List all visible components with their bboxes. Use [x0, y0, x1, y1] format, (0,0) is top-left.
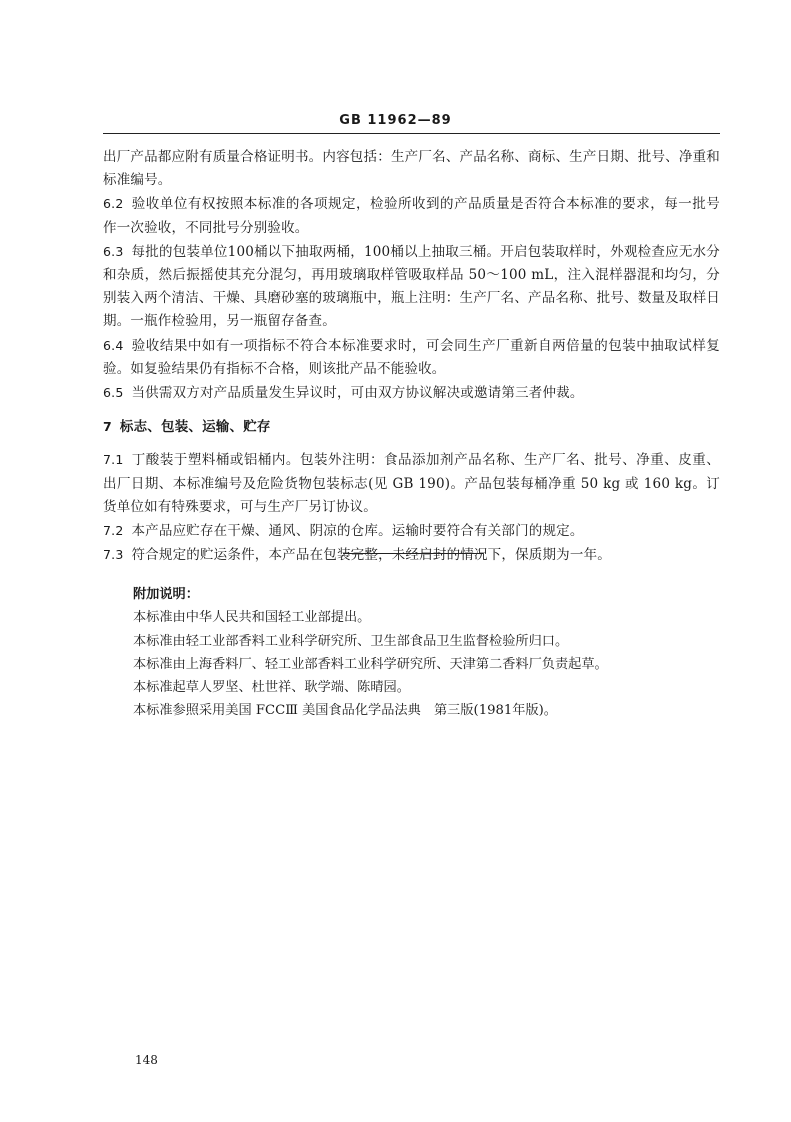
notes-line: 本标准由中华人民共和国轻工业部提出。 [133, 610, 371, 626]
paragraph-text: 出厂产品都应附有质量合格证明书。内容包括：生产厂名、产品名称、商标、生产日期、批号、净重和标准编号。 [103, 149, 720, 189]
paragraph-text: 验收单位有权按照本标准的各项规定，检验所收到的产品质量是否符合本标准的要求，每一批号作一次验收，不同批号分别验收。 [103, 196, 720, 236]
clause-number: 6.5 [103, 385, 124, 401]
paragraph-text: 验收结果中如有一项指标不符合本标准要求时，可会同生产厂重新自两倍量的包装中抽取试样复验。如复验结果仍有指标不合格，则该批产品不能验收。 [103, 337, 720, 377]
paragraph-6-4 [103, 334, 720, 381]
clause-number: 6.2 [103, 196, 124, 212]
section-7-title [103, 415, 720, 439]
clause-number: 7.2 [103, 523, 124, 539]
notes-line: 本标准参照采用美国 FCCⅢ 美国食品化学品法典 第三版(1981年版)。 [133, 703, 557, 719]
paragraph-7-1 [103, 448, 720, 519]
notes-line: 本标准起草人罗坚、杜世祥、耿学端、陈晴园。 [133, 680, 410, 696]
notes-line: 本标准由轻工业部香料工业科学研究所、卫生部食品卫生监督检验所归口。 [133, 633, 569, 649]
paragraph-text: 每批的包装单位100桶以下抽取两桶，100桶以上抽取三桶。开启包装取样时，外观检查应无水分和杂质，然后振摇使其充分混匀，再用玻璃取样管吸取样品 50～100 mL，注入混样器混和均匀，分别装入两个清洁、干燥、具磨砂塞的玻璃瓶中，瓶上注明：生产厂名、产品名称、批号、数量及取样日期。一瓶作检验用，另一瓶留存备查。 [103, 243, 720, 330]
paragraph-7-2 [103, 519, 720, 543]
paragraph-6-5 [103, 381, 720, 405]
additional-notes [133, 583, 693, 723]
page-number: 148 [135, 1053, 158, 1067]
section-number: 7 [103, 419, 112, 435]
standard-code-header: GB 11962—89 [339, 113, 452, 128]
paragraph-7-3 [103, 543, 720, 567]
notes-divider [343, 553, 483, 554]
paragraph-text: 本产品应贮存在干燥、通风、阴凉的仓库。运输时要符合有关部门的规定。 [131, 523, 584, 540]
paragraph-6-3 [103, 240, 720, 334]
header-rule [103, 133, 720, 134]
notes-line: 本标准由上海香料厂、轻工业部香料工业科学研究所、天津第二香料厂负责起草。 [133, 656, 608, 672]
document-body [103, 146, 720, 567]
paragraph-6-2 [103, 192, 720, 239]
paragraph-text: 丁酸装于塑料桶或铝桶内。包装外注明：食品添加剂产品名称、生产厂名、批号、净重、皮重、出厂日期、本标准编号及危险货物包装标志(见 GB 190)。产品包装每桶净重 50 kg 或 160 kg。订货单位如有特殊要求，可与生产厂另订协议。 [103, 452, 720, 515]
notes-title: 附加说明： [133, 587, 199, 602]
clause-number: 6.4 [103, 337, 124, 353]
paragraph-6-1-cont [103, 146, 720, 192]
paragraph-text: 符合规定的贮运条件，本产品在包装完整，未经启封的情况下，保质期为一年。 [131, 547, 611, 564]
paragraph-text: 当供需双方对产品质量发生异议时，可由双方协议解决或邀请第三者仲裁。 [131, 385, 584, 402]
clause-number: 7.3 [103, 547, 124, 563]
section-title-text: 标志、包装、运输、贮存 [119, 419, 271, 436]
clause-number: 6.3 [103, 243, 124, 259]
clause-number: 7.1 [103, 452, 124, 468]
